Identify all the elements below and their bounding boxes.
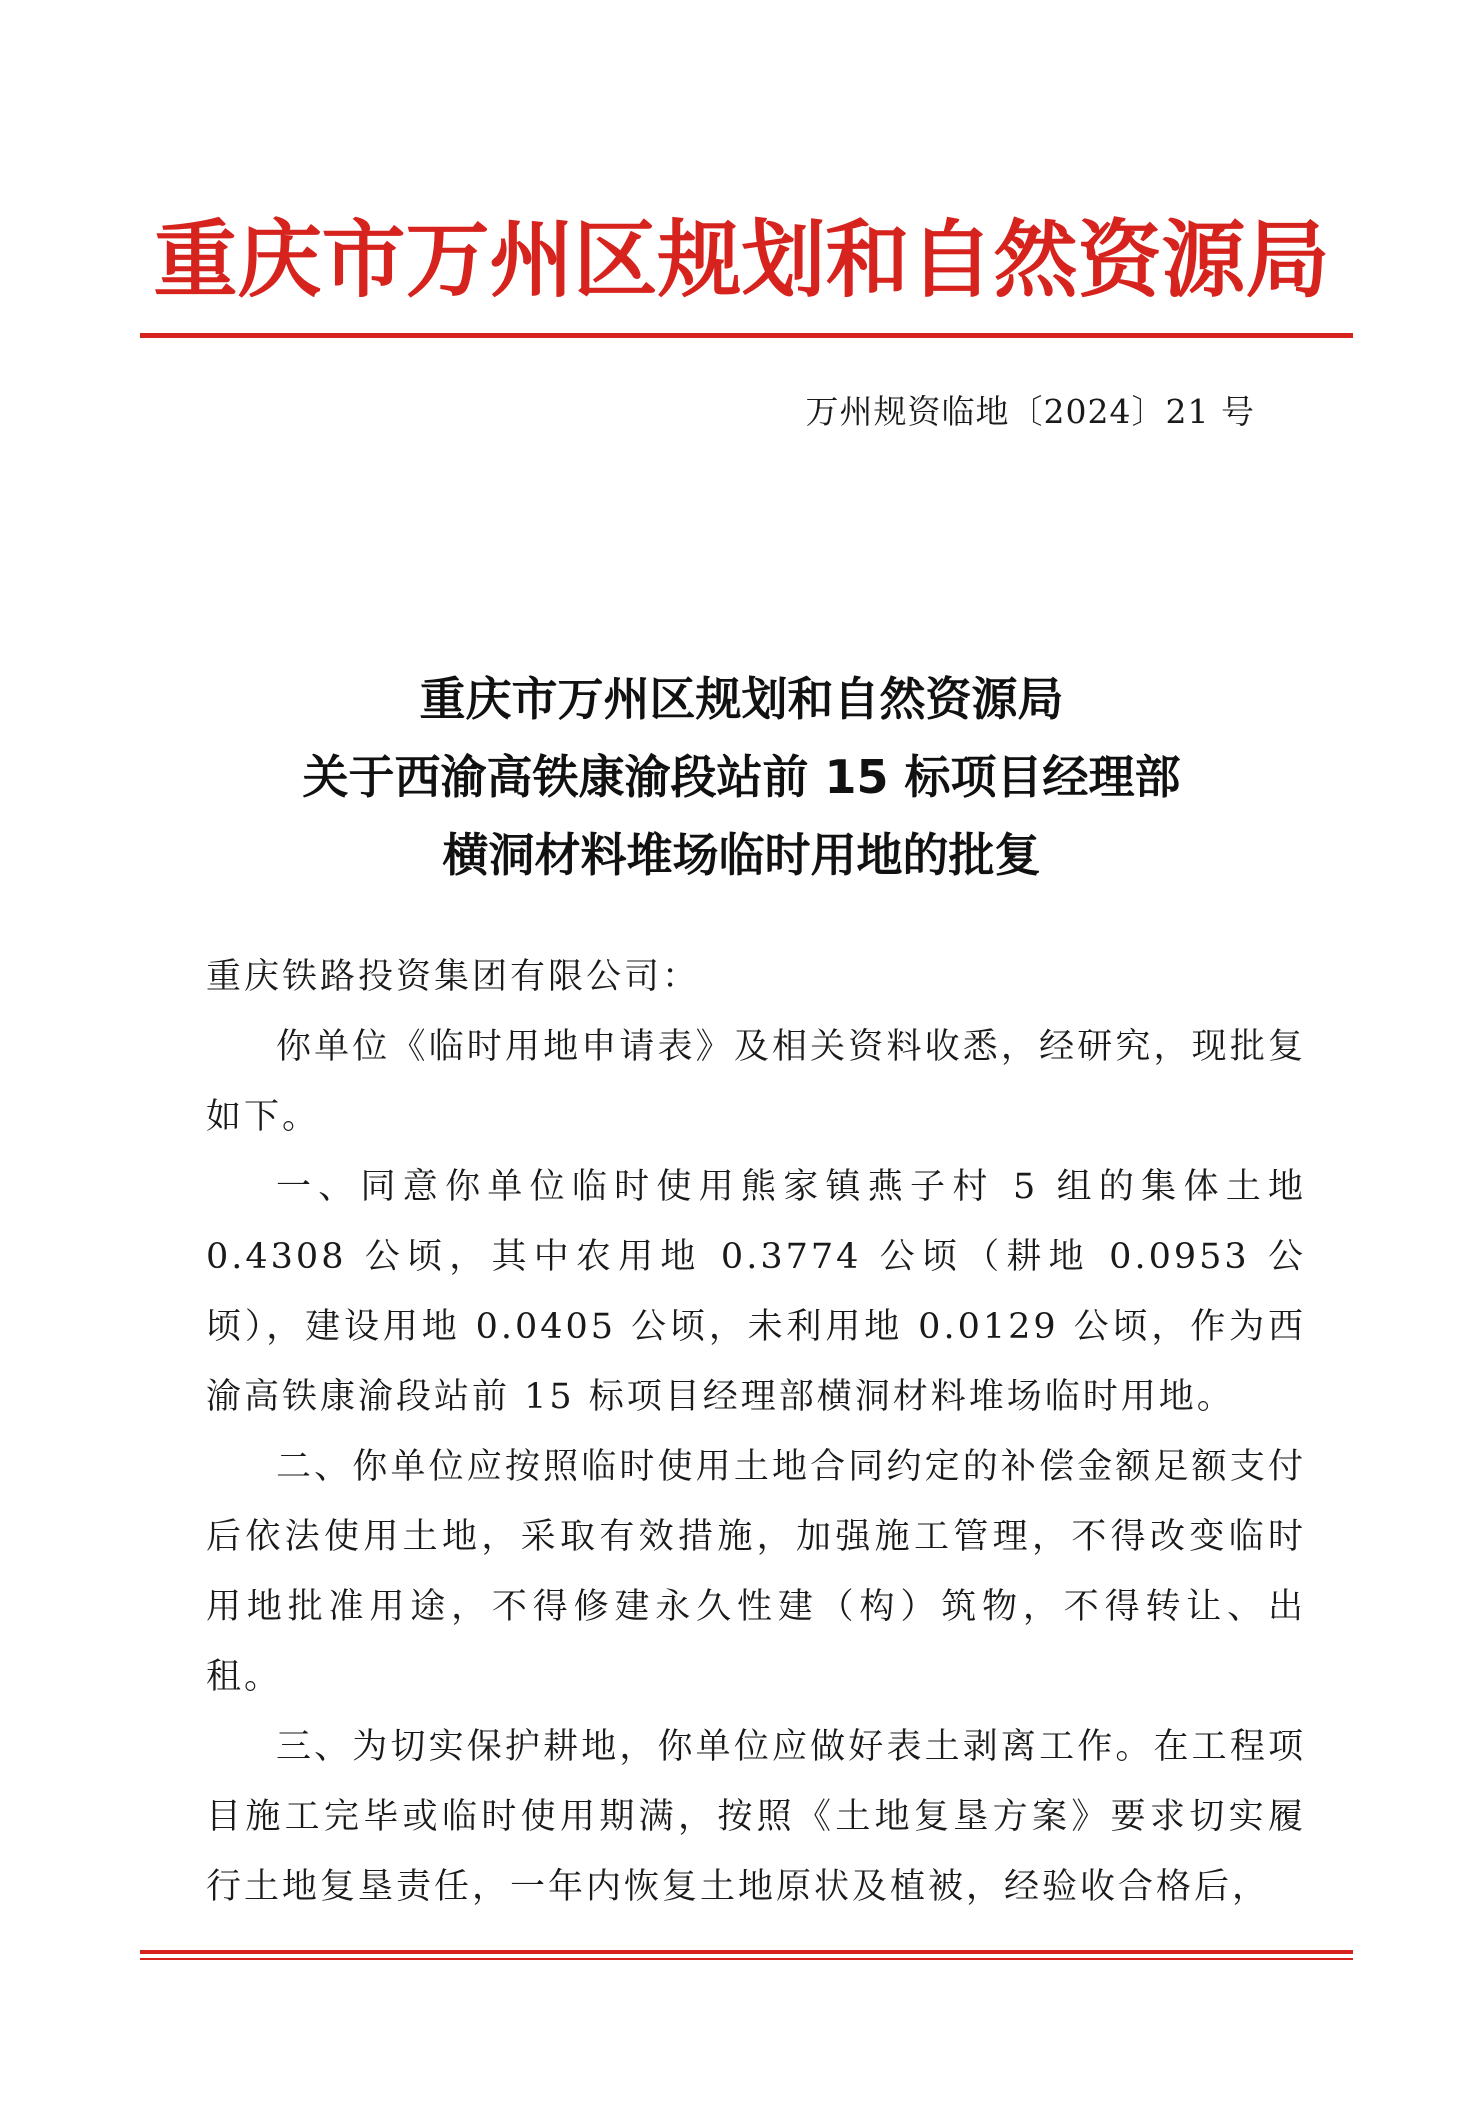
document-number: 万州规资临地〔2024〕21 号 [805, 392, 1255, 431]
body-paragraph-intro: 你单位《临时用地申请表》及相关资料收悉，经研究，现批复如下。 [206, 1027, 1306, 1137]
body-paragraph-1: 一、同意你单位临时使用熊家镇燕子村 5 组的集体土地 0.4308 公顷，其中农用地 0.3774 公顷（耕地 0.0953 公顷），建设用地 0.0405 公顷，未利用地 0.0129 公顷，作为西渝高铁康渝段站前 15 标项目经理部横洞材料堆场临时用地。 [206, 1167, 1306, 1417]
footer-red-rule-thick [140, 1950, 1353, 1954]
addressee: 重庆铁路投资集团有限公司： [206, 957, 701, 997]
document-title [0, 660, 1483, 894]
body-paragraph-2: 二、你单位应按照临时使用土地合同约定的补偿金额足额支付后依法使用土地，采取有效措施，加强施工管理，不得改变临时用地批准用途，不得修建永久性建（构）筑物，不得转让、出租。 [206, 1447, 1306, 1697]
document-title-line-1: 重庆市万州区规划和自然资源局 [419, 672, 1064, 726]
letterhead-red-rule [140, 333, 1353, 338]
body-paragraph-3: 三、为切实保护耕地，你单位应做好表土剥离工作。在工程项目施工完毕或临时使用期满，按照《土地复垦方案》要求切实履行土地复垦责任，一年内恢复土地原状及植被，经验收合格后， [206, 1727, 1306, 1907]
letterhead-title: 重庆市万州区规划和自然资源局 [153, 211, 1330, 309]
document-title-line-3: 横洞材料堆场临时用地的批复 [442, 828, 1041, 882]
document-body [206, 942, 1306, 1922]
footer-red-rule-thin [140, 1958, 1353, 1960]
document-title-line-2: 关于西渝高铁康渝段站前 15 标项目经理部 [302, 750, 1181, 804]
